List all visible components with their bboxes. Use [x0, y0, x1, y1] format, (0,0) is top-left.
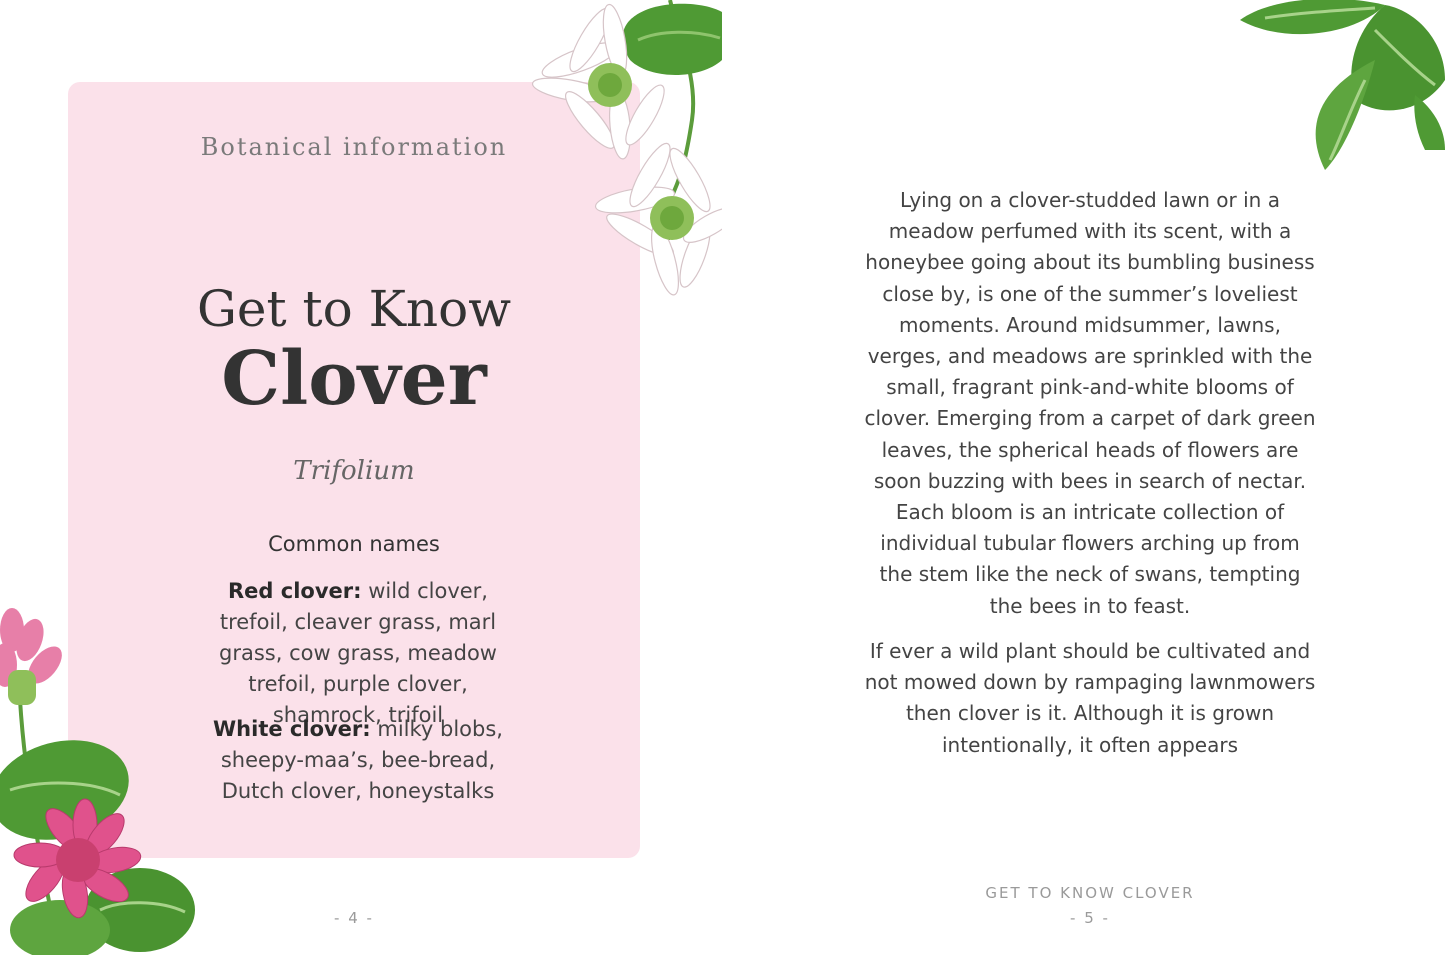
page-number-right: - 5 - [1070, 909, 1110, 927]
red-clover-names [198, 576, 518, 731]
white-clover-names [198, 714, 518, 807]
body-paragraph-2: If ever a wild plant should be cultivated and not mowed down by rampaging lawnmowers then clover is it. Although it is grown intentionally, it often appears [864, 639, 1316, 757]
running-head: GET TO KNOW CLOVER [985, 884, 1195, 902]
latin-name: Trifolium [293, 456, 415, 486]
left-page [0, 0, 722, 955]
red-clover-illustration [0, 600, 200, 955]
red-clover-label: Red clover: [228, 579, 362, 603]
page-number-left: - 4 - [334, 909, 374, 927]
red-clover-names-text: wild clover, trefoil, cleaver grass, marl grass, cow grass, meadow trefoil, purple clover, shamrock, trifoil [219, 579, 497, 727]
common-names-heading: Common names [268, 532, 440, 556]
title-line-1: Get to Know [196, 280, 512, 338]
title-line-2: Clover [221, 336, 487, 422]
clover-leaves-illustration [1235, 0, 1445, 170]
right-page [722, 0, 1445, 955]
white-clover-label: White clover: [213, 717, 371, 741]
section-heading: Botanical information [200, 133, 508, 161]
body-paragraph-1: Lying on a clover-studded lawn or in a meadow perfumed with its scent, with a honeybee going about its bumbling business close by, is one of the summer’s loveliest moments. Around midsummer, lawns, verges, and meadows are sprinkled with the small, fragrant pink-and-white blooms of clover. Emerging from a carpet of dark green leaves, the spherical heads of flowers are soon buzzing with bees in search of nectar. Each bloom is an intricate collection of individual tubular flowers arching up from the stem like the neck of swans, tempting the bees in to feast. [864, 188, 1316, 618]
white-clover-names-text: milky blobs, sheepy-maa’s, bee-bread, Dutch clover, honeystalks [220, 717, 503, 803]
